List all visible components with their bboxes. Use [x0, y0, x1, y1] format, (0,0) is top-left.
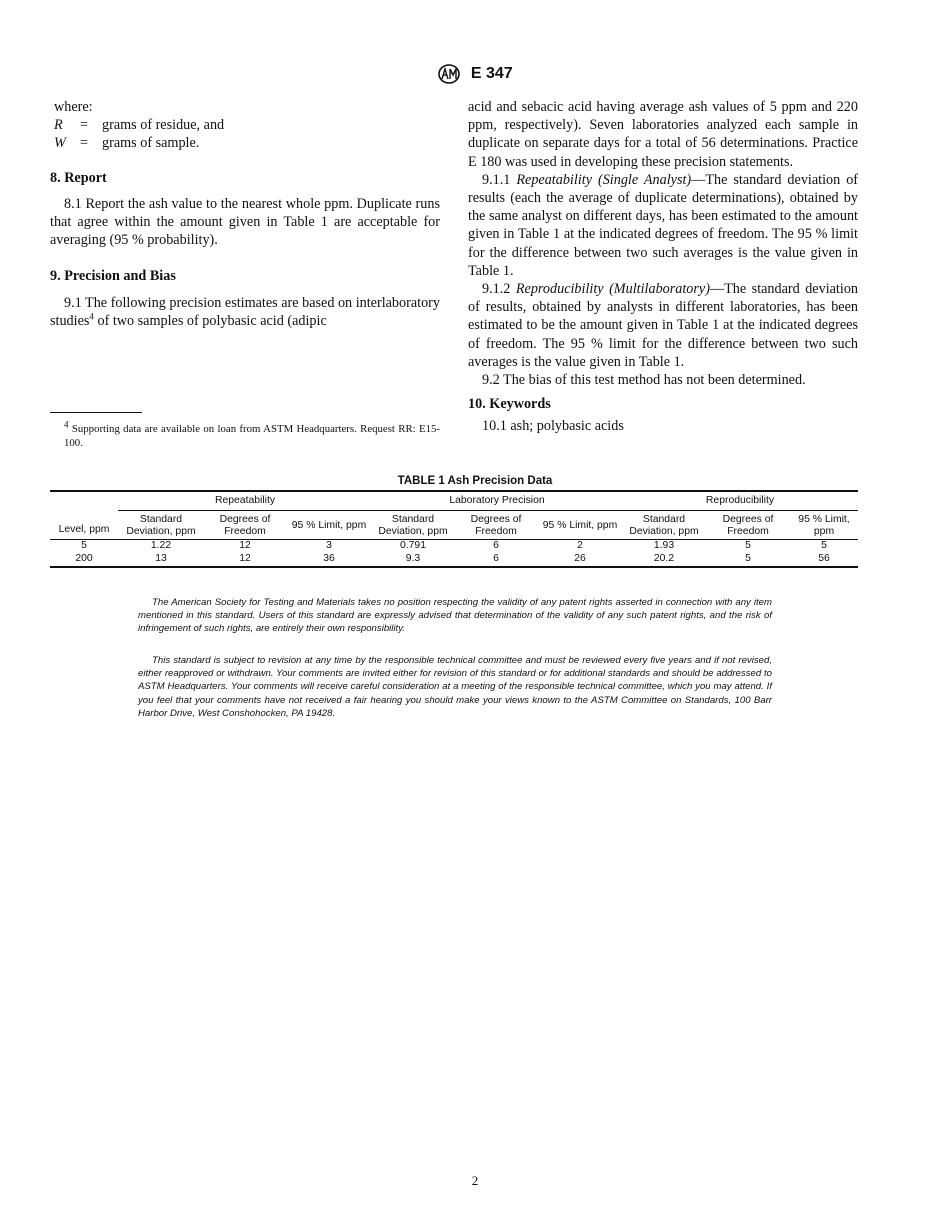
paragraph-number: 9.1.1	[482, 171, 517, 188]
column-header: Standard Deviation, ppm	[372, 511, 454, 540]
table-cell: 5	[745, 540, 751, 551]
table-cell: 5	[81, 540, 87, 551]
table-cell: 12	[239, 553, 251, 564]
table-cell: 56	[818, 553, 830, 564]
paragraph-title: Reproducibility (Multilaboratory)	[515, 281, 710, 298]
table-title: TABLE 1 Ash Precision Data	[397, 475, 553, 487]
page-header	[0, 64, 950, 84]
table-cell: 3	[326, 540, 332, 551]
table-cell: 0.791	[399, 540, 426, 551]
table-group-header-row	[50, 491, 858, 511]
patent-notice-text: The American Society for Testing and Materials takes no position respecting the validity of any patent rights asserted in connection with any item mentioned in this standard. Users of this standard are expressly advised that determination of the validity of any such patent rights, and the risk of infringement of such rights, are entirely their own responsibility.	[138, 597, 772, 635]
right-column	[468, 98, 858, 436]
standard-designation: E 347	[470, 64, 513, 82]
paragraph-9-2: 9.2 The bias of this test method has not been determined.	[482, 372, 806, 389]
column-header: 95 % Limit, ppm	[790, 511, 858, 540]
definition-w	[50, 134, 440, 152]
footnote	[50, 419, 440, 450]
left-column	[50, 98, 440, 330]
column-header-level: Level, ppm	[50, 491, 118, 540]
table-row	[50, 540, 858, 554]
table-cell: 20.2	[653, 553, 675, 564]
paragraph-title: Repeatability (Single Analyst)	[516, 171, 692, 188]
table-cell: 6	[493, 540, 499, 551]
definition-symbol: W	[54, 135, 66, 152]
column-header: Degrees of Freedom	[706, 511, 790, 540]
paragraph-9-1-1	[468, 171, 858, 280]
table-cell: 26	[574, 553, 586, 564]
table-cell: 200	[75, 553, 93, 564]
table-subheader-row	[50, 511, 858, 540]
astm-logo-icon	[437, 64, 461, 84]
group-header-reproducibility: Reproducibility	[622, 491, 858, 511]
definition-text: grams of sample.	[102, 135, 200, 152]
table-cell: 9.3	[405, 553, 421, 564]
paragraph-10-1: 10.1 ash; polybasic acids	[482, 418, 624, 435]
table-cell: 5	[745, 553, 751, 564]
column-header: Standard Deviation, ppm	[118, 511, 204, 540]
paragraph-text: —The standard deviation of results, obtained by analysts in different laboratories, has been estimated to be the amount given in Table 1 at the indicated degrees of freedom. The 95 % limit for the difference between two such averages is the value given in Table 1.	[468, 281, 859, 370]
group-header-laboratory-precision: Laboratory Precision	[372, 491, 622, 511]
revision-notice	[138, 654, 772, 720]
paragraph-9-1-text: 9.1 The following precision estimates are based on interlaboratory studies	[50, 294, 440, 329]
definition-symbol: R	[54, 117, 63, 134]
table-cell: 2	[577, 540, 583, 551]
footnote-divider	[50, 412, 142, 413]
table-cell: 12	[239, 540, 251, 551]
paragraph-9-1-2	[468, 280, 858, 371]
footnote-text: Supporting data are available on loan from ASTM Headquarters. Request RR: E15-100.	[64, 423, 440, 449]
revision-notice-text: This standard is subject to revision at any time by the responsible technical committee and must be reviewed every five years and if not revised, either reapproved or withdrawn. Your comments are invited either for revision of this standard or for additional standards and should be addressed to ASTM Headquarters. Your comments will receive careful consideration at a meeting of the responsible technical committee, which you may attend. If you feel that your comments have not received a fair hearing you should make your views known to the ASTM Committee on Standards, 100 Barr Harbor Drive, West Conshohocken, PA 19428.	[138, 655, 772, 719]
section-9-heading: 9. Precision and Bias	[50, 268, 176, 285]
section-8-heading: 8. Report	[50, 169, 107, 186]
table-cell: 1.22	[150, 540, 172, 551]
column-header: 95 % Limit, ppm	[538, 511, 622, 540]
paragraph-9-1-continued: acid and sebacic acid having average ash values of 5 ppm and 220 ppm, respectively). Seven laboratories analyzed each sample in duplicate on separate days for a total of 56 determinations. Practice E 180 was used in developing these precision statements.	[468, 99, 858, 170]
definition-equals: =	[80, 135, 89, 152]
table-cell: 6	[493, 553, 499, 564]
definition-text: grams of residue, and	[102, 117, 225, 134]
paragraph-8-1: 8.1 Report the ash value to the nearest whole ppm. Duplicate runs that agree within the amount given in Table 1 are acceptable for averaging (95 % probability).	[50, 195, 440, 249]
table-row	[50, 553, 858, 567]
page-number: 2	[471, 1173, 479, 1188]
patent-notice	[138, 596, 772, 636]
column-header: Degrees of Freedom	[454, 511, 538, 540]
group-header-repeatability: Repeatability	[118, 491, 372, 511]
ash-precision-table	[50, 490, 858, 568]
table-cell: 36	[323, 553, 335, 564]
where-label: where:	[54, 99, 93, 115]
table-cell: 5	[821, 540, 827, 551]
footnote-reference: 4	[89, 311, 94, 322]
definition-r	[50, 116, 440, 134]
table-cell: 1.93	[653, 540, 675, 551]
column-header: 95 % Limit, ppm	[286, 511, 372, 540]
paragraph-number: 9.1.2	[482, 281, 516, 298]
footnote-number: 4	[64, 419, 69, 430]
variable-definitions	[50, 116, 440, 152]
definition-equals: =	[80, 117, 89, 134]
table-cell: 13	[155, 553, 167, 564]
column-header: Degrees of Freedom	[204, 511, 286, 540]
paragraph-9-1	[50, 294, 440, 330]
paragraph-text: —The standard deviation of results (each the average of duplicate determinations), obtained by the same analyst on different days, has been estimated to the amount given in Table 1 at the indicated degrees of freedom. The 95 % limit for the difference between two such averages is the value given in Table 1.	[468, 171, 859, 279]
paragraph-9-1-text-cont: of two samples of polybasic acid (adipic	[93, 312, 327, 329]
column-header: Standard Deviation, ppm	[622, 511, 706, 540]
section-10-heading: 10. Keywords	[468, 396, 551, 413]
